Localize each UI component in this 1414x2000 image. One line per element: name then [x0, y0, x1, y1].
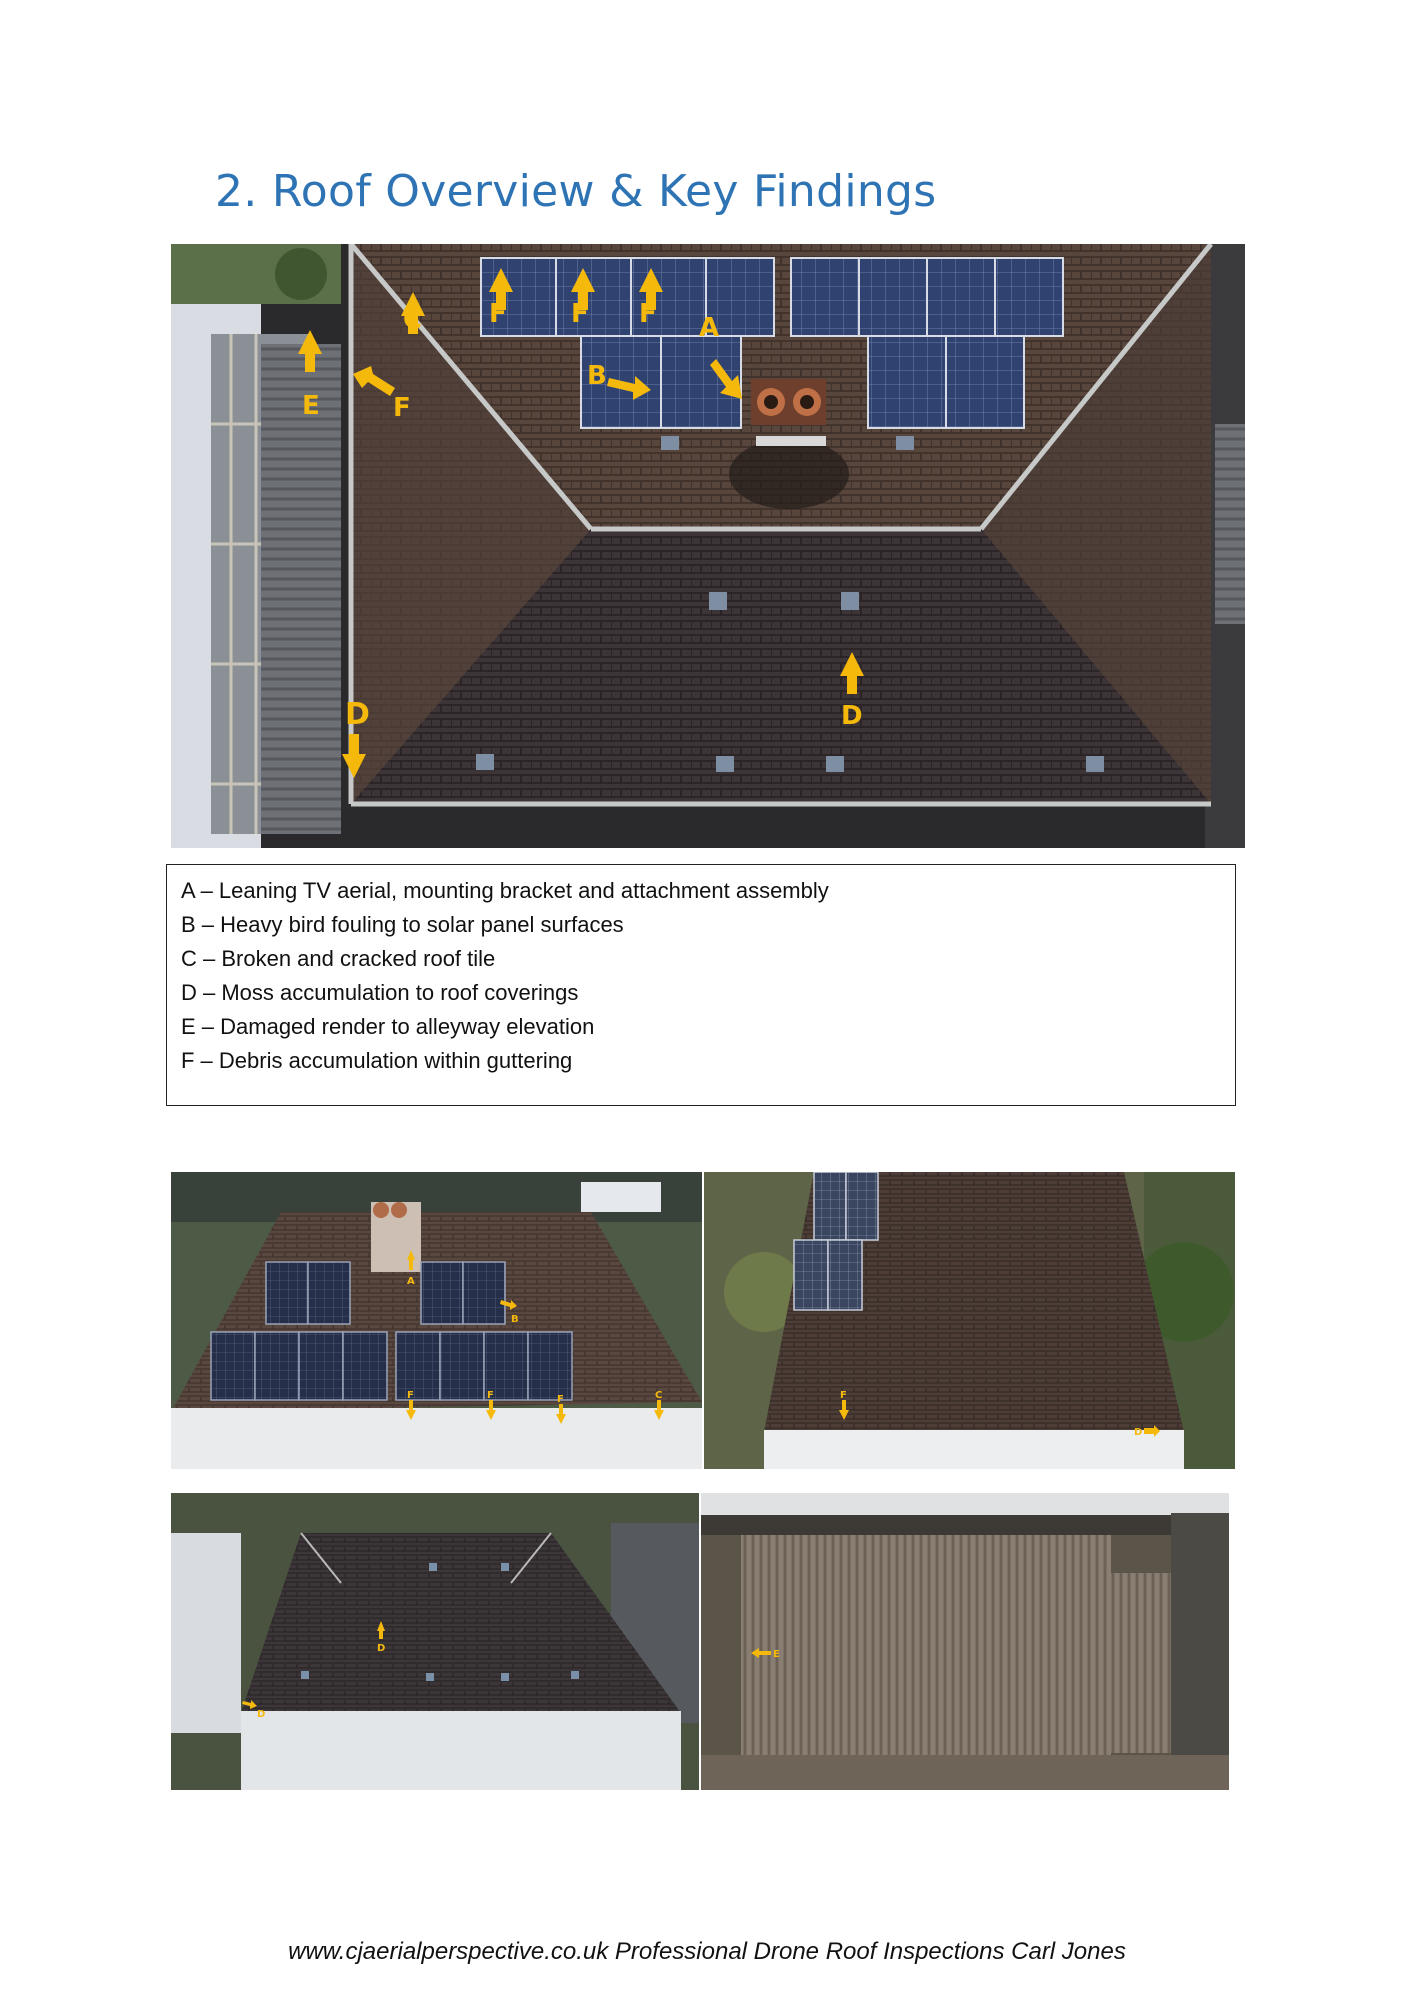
- marker-label-d: D: [1134, 1427, 1143, 1438]
- marker-label-f: F: [487, 1390, 494, 1401]
- front-elevation-photo: [171, 1172, 702, 1469]
- marker-label-b: B: [511, 1314, 519, 1325]
- page-footer: www.cjaerialperspective.co.uk Professional Drone Roof Inspections Carl Jones: [288, 1938, 1126, 1965]
- legend-item-d: D – Moss accumulation to roof coverings: [181, 980, 579, 1005]
- marker-label-c: C: [655, 1390, 663, 1401]
- page-title: 2. Roof Overview & Key Findings: [215, 166, 937, 217]
- legend-item-f: F – Debris accumulation within guttering: [181, 1048, 573, 1073]
- marker-label-e: E: [773, 1649, 780, 1660]
- marker-label-a: A: [407, 1276, 415, 1287]
- legend-item-e: E – Damaged render to alleyway elevation: [181, 1014, 595, 1039]
- marker-label-d: D: [377, 1643, 386, 1654]
- marker-label-d: D: [257, 1709, 266, 1720]
- marker-label-d: D: [345, 697, 370, 732]
- marker-label-b: B: [587, 361, 607, 391]
- side-hip-photo: [704, 1172, 1235, 1469]
- rear-roof-photo: [171, 1493, 699, 1790]
- marker-label-a: A: [699, 313, 720, 343]
- marker-label-f: F: [489, 299, 507, 329]
- marker-label-f: F: [557, 1394, 564, 1405]
- marker-label-e: E: [302, 391, 320, 421]
- marker-label-d: D: [841, 701, 863, 731]
- marker-label-f: F: [639, 299, 657, 329]
- marker-label-f: F: [840, 1390, 847, 1401]
- flat-roof-photo: [701, 1493, 1229, 1790]
- marker-label-f: F: [407, 1390, 414, 1401]
- legend-item-b: B – Heavy bird fouling to solar panel surfaces: [181, 912, 624, 937]
- main-roof-photo: [171, 244, 1245, 848]
- marker-label-c: C: [403, 305, 423, 335]
- findings-legend: [166, 864, 1236, 1106]
- legend-item-c: C – Broken and cracked roof tile: [181, 946, 496, 971]
- marker-label-f: F: [571, 299, 589, 329]
- legend-item-a: A – Leaning TV aerial, mounting bracket and attachment assembly: [181, 878, 829, 903]
- marker-label-f: F: [393, 393, 411, 423]
